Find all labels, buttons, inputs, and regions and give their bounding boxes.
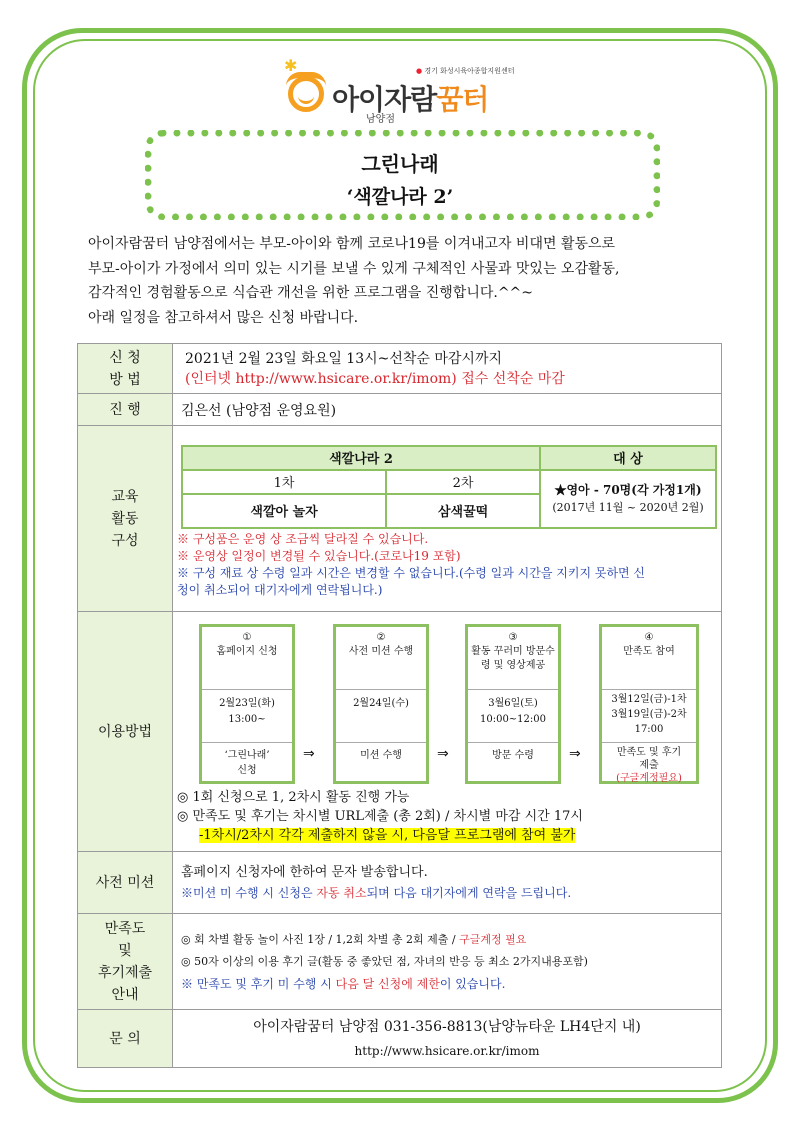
usage-content xyxy=(173,612,722,852)
step-1: ① 홈페이지 신청 2월23일(화) 13:00~ ‘그린나래’ 신청 xyxy=(199,624,295,784)
edu-content xyxy=(173,426,722,612)
page-title: 그린나래 xyxy=(361,152,439,176)
intro-text xyxy=(88,232,728,330)
usage-steps xyxy=(177,618,717,788)
target-cell: ★영아 - 70명(각 가정1개) (2017년 11월 ~ 2020년 2월) xyxy=(540,470,716,528)
usage-warning: -1차시/2차시 각각 제출하지 않을 시, 다음달 프로그램에 참여 불가 xyxy=(199,828,576,843)
page-subtitle: ‘색깔나라 2’ xyxy=(346,186,454,208)
arrow-icon: ⇒ xyxy=(437,746,449,762)
face-icon xyxy=(288,76,324,112)
review-label: 만족도 및 후기제출 안내 xyxy=(78,914,173,1010)
target-header: 대 상 xyxy=(540,446,716,470)
step-2: ② 사전 미션 수행 2월24일(수) 미션 수행 xyxy=(333,624,429,784)
logo xyxy=(280,56,540,125)
contact-link[interactable]: http://www.hsicare.or.kr/imom xyxy=(354,1043,540,1058)
review-content: ◎ 회 차별 활동 놀이 사진 1장 / 1,2회 차별 총 2회 제출 / 구글계정 필요 ◎ 50자 이상의 이용 후기 글(활동 중 좋았던 점, 자녀의 반응 등 최소 2가지내용포함) ※ 만족도 및 후기 미 수행 시 다음 달 신청에 제한이 있습니다. xyxy=(173,914,722,1010)
contact-content: 아이자람꿈터 남양점 031-356-8813(남양뉴타운 LH4단지 내) http://www.hsicare.or.kr/imom xyxy=(173,1010,722,1068)
step-3: ③ 활동 꾸러미 방문수령 및 영상제공 3월6일(토) 10:00~12:00 방문 수령 xyxy=(465,624,561,784)
contact-label: 문 의 xyxy=(78,1010,173,1068)
mission-label: 사전 미션 xyxy=(78,852,173,914)
logo-center: ● 경기 화성시육아종합지원센터 xyxy=(416,67,515,75)
intro-line: 부모-아이가 가정에서 의미 있는 시기를 보낼 수 있게 구체적인 사물과 맛있는 오감활동, xyxy=(88,260,620,277)
logo-branch: 남양점 xyxy=(366,114,395,125)
usage-label: 이용방법 xyxy=(78,612,173,852)
arrow-icon: ⇒ xyxy=(303,746,315,762)
program-name: 색깔나라 2 xyxy=(182,446,540,470)
logo-text: 아이자람꿈터 xyxy=(332,83,489,116)
progress-value: 김은선 (남양점 운영요원) xyxy=(173,394,722,426)
session-1: 1차 xyxy=(182,470,386,494)
step-4: ④ 만족도 참여 3월12일(금)-1차 3월19일(금)-2차 17:00 만족도 및 후기 제출 (구글계정필요) xyxy=(599,624,699,784)
usage-line: ◎ 만족도 및 후기는 차시별 URL제출 (총 2회) / 차시별 마감 시간 17시 xyxy=(177,809,583,824)
intro-line: 감각적인 경험활동으로 식습관 개선을 위한 프로그램을 진행합니다.^^~ xyxy=(88,285,534,301)
progress-label: 진 행 xyxy=(78,394,173,426)
intro-line: 아래 일정을 참고하셔서 많은 신청 바랍니다. xyxy=(88,309,359,326)
apply-label: 신 청 방 법 xyxy=(78,344,173,394)
intro-line: 아이자람꿈터 남양점에서는 부모-아이와 함께 코로나19를 이겨내고자 비대면 활동으로 xyxy=(88,236,616,252)
info-table xyxy=(77,343,722,1068)
apply-content: 2021년 2월 23일 화요일 13시~선착순 마감시까지 (인터넷 http://www.hsicare.or.kr/imom) 접수 선착순 마감 xyxy=(173,344,722,394)
edu-table xyxy=(181,445,717,529)
apply-link[interactable]: (인터넷 http://www.hsicare.or.kr/imom) 접수 선착순 마감 xyxy=(185,370,565,387)
mission-content: 홈페이지 신청자에 한하여 문자 발송합니다. ※미션 미 수행 시 신청은 자동 취소되며 다음 대기자에게 연락을 드립니다. xyxy=(173,852,722,914)
star-icon: ✱ xyxy=(284,56,298,75)
arrow-icon: ⇒ xyxy=(569,746,581,762)
usage-line: ◎ 1회 신청으로 1, 2차시 활동 진행 가능 xyxy=(177,790,410,805)
class-1: 색깔아 놀자 xyxy=(182,494,386,528)
edu-label: 교육 활동 구성 xyxy=(78,426,173,612)
class-2: 삼색꿀떡 xyxy=(386,494,540,528)
edu-notes: ※ 구성품은 운영 상 조금씩 달라질 수 있습니다. ※ 운영상 일정이 변경될 수 있습니다.(코로나19 포함) ※ 구성 재료 상 수령 일과 시간은 변경할 수 없습니다.(수령 일과 시간을 지키지 못하면 신 청이 취소되어 대기자에게 연락됩니다.) xyxy=(177,531,646,597)
session-2: 2차 xyxy=(386,470,540,494)
